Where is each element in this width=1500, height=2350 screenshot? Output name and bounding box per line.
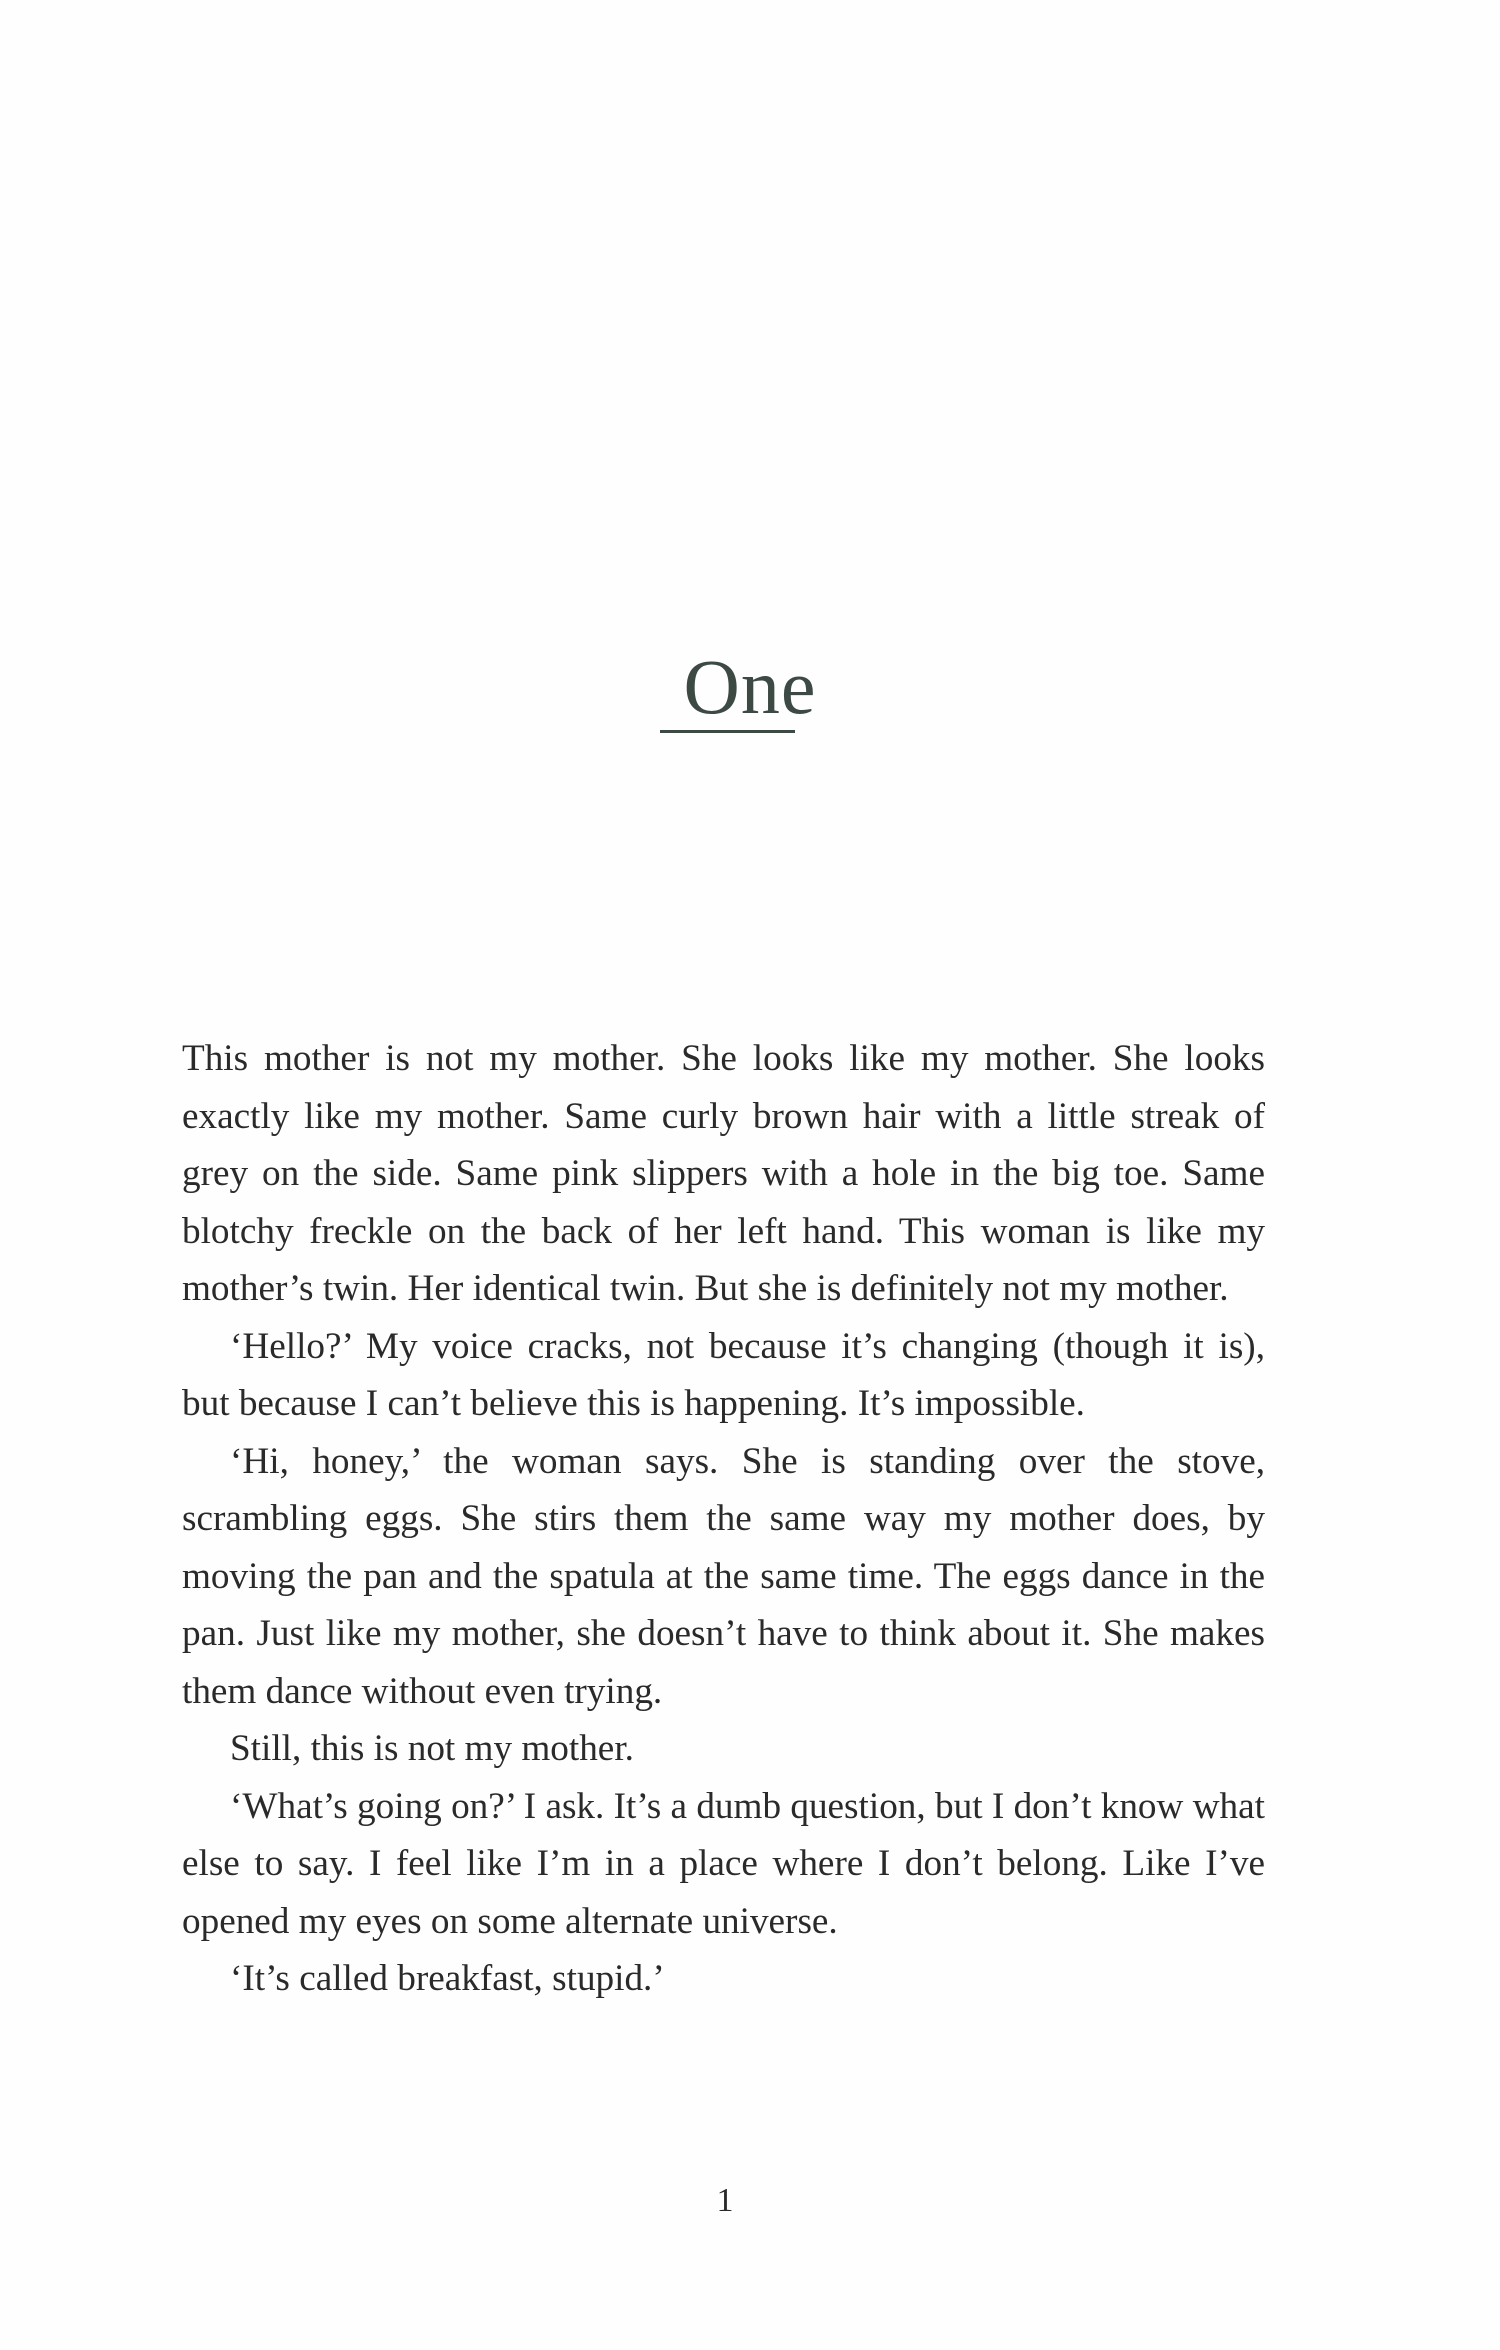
paragraph: ‘What’s going on?’ I ask. It’s a dumb question, but I don’t know what else to say. I feel like I’m in a place where I don’t belong. Like I’ve opened my eyes on some alternate universe. xyxy=(182,1785,1265,1942)
paragraph: Still, this is not my mother. xyxy=(230,1728,634,1769)
chapter-body xyxy=(182,1030,1265,2008)
chapter-title-rule xyxy=(660,730,795,733)
paragraph: ‘It’s called breakfast, stupid.’ xyxy=(230,1958,665,1999)
paragraph: This mother is not my mother. She looks like my mother. She looks exactly like my mother. Same curly brown hair with a little streak of grey on the side. Same pink slippers with a hole in the big toe. Same blotchy freckle on the back of her left hand. This woman is like my mother’s twin. Her identical twin. But she is definitely not my mother. xyxy=(182,1038,1265,1309)
paragraph: ‘Hi, honey,’ the woman says. She is standing over the stove, scrambling eggs. She stirs them the same way my mother does, by moving the pan and the spatula at the same time. The eggs dance in the pan. Just like my mother, she doesn’t have to think about it. She makes them dance without even trying. xyxy=(182,1440,1265,1712)
page-number: 1 xyxy=(716,2182,734,2219)
paragraph: ‘Hello?’ My voice cracks, not because it’s changing (though it is), but because I can’t believe this is happening. It’s impossible. xyxy=(182,1325,1265,1424)
chapter-title: One xyxy=(683,643,817,731)
